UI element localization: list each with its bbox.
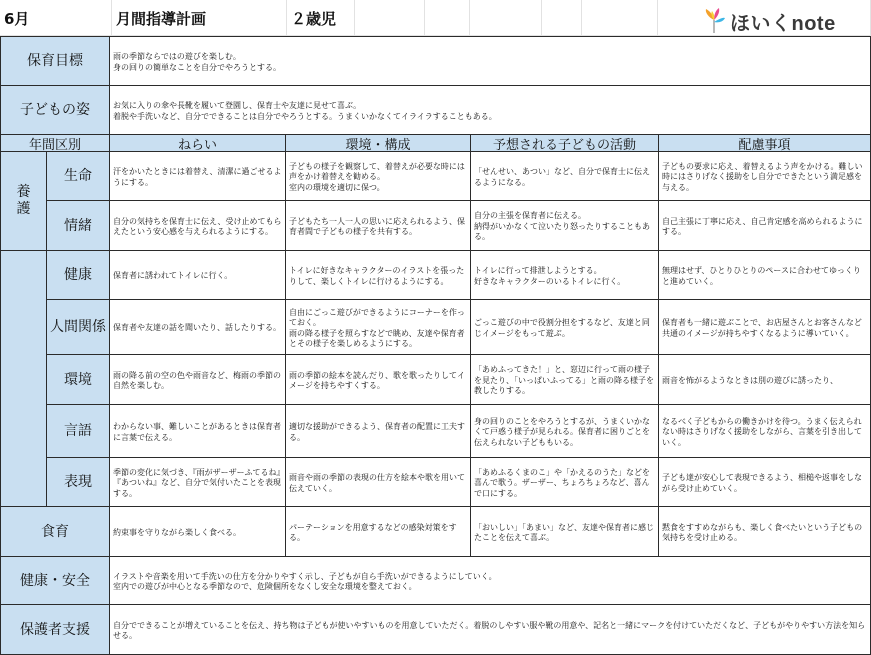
row-activity-cell: [471, 201, 659, 251]
care-header: [659, 135, 871, 152]
row-env-text: 適切な援助ができるよう、保育者の配置に工夫する。: [289, 422, 465, 442]
food-care-cell: [659, 507, 871, 557]
row-env-text: 雨音や雨の季節の表現の仕方を絵本や歌を用いて伝えていく。: [289, 473, 465, 493]
row-aim-cell: [110, 458, 286, 507]
safety-text-cell: [110, 557, 871, 605]
row-activity-text: 「あめふってきた！」と、窓辺に行って雨の様子を見たり、「いっぱいふってる」と雨の降る様子を教したりする。: [474, 365, 654, 396]
parent-text-cell: [110, 605, 871, 655]
row-env-cell: [286, 251, 471, 300]
row-env-cell: [286, 355, 471, 405]
row-label-cell: [47, 355, 110, 405]
safety-label-cell: [0, 557, 110, 605]
row-env-cell: [286, 458, 471, 507]
row-care-cell: [659, 152, 871, 201]
food-label-cell: [0, 507, 110, 557]
row-label-cell: [47, 201, 110, 251]
aim-header: [110, 135, 286, 152]
row-aim-cell: [110, 405, 286, 458]
row-aim-text: 季節の変化に気づき、『雨がザーザーふてるね』『あついね』など、自分で気付いたことを表現する。: [113, 467, 281, 498]
row-label: 情緒: [64, 217, 92, 234]
row-aim-text: 自分の気持ちを保育士に伝え、受け止めてもらえたという安心感を与えられるようにする。: [113, 216, 282, 236]
row-care-cell: [659, 458, 871, 507]
food-label: 食育: [41, 523, 69, 540]
row-aim-text: 保育者に誘われてトイレに行く。: [113, 271, 233, 281]
food-aim-text: 約束事を守りながら楽しく食べる。: [113, 527, 241, 537]
care-header-text: 配慮事項: [738, 137, 791, 152]
row-env-text: 自由にごっこ遊びができるようにコーナーを作っておく。 雨の降る様子を照らすなどで眺め、友達や保育者とその様子を楽しめるようにする。: [289, 307, 465, 348]
row-activity-cell: [471, 251, 659, 300]
header-empty-cell: [542, 0, 582, 36]
row-care-text: 自己主張に丁寧に応え、自己肯定感を高められるようにする。: [662, 216, 863, 236]
row-care-cell: [659, 201, 871, 251]
goals-label-cell: [0, 37, 110, 86]
row-activity-cell: [471, 458, 659, 507]
row-env-cell: [286, 152, 471, 201]
yogo-group-label-cell: [0, 152, 47, 251]
age-label: ２歳児: [291, 10, 337, 28]
page-title: 月間指導計画: [116, 10, 207, 28]
children-text-cell: [110, 86, 871, 135]
title-cell: [112, 0, 287, 36]
row-label: 生命: [64, 168, 92, 184]
period-header-text: 年間区別: [28, 137, 81, 152]
row-aim-cell: [110, 152, 286, 201]
row-label-cell: [47, 458, 110, 507]
row-activity-text: 自分の主張を保育者に伝える。 納得がいかなくて泣いたり怒ったりすることもある。: [474, 211, 650, 242]
logo-text: ほいくnote: [730, 12, 836, 35]
row-env-cell: [286, 201, 471, 251]
row-care-text: 保育者も一緒に遊ぶことで、お店屋さんとお客さんなど共通のイメージが持ちやすくなるように導いていく。: [662, 318, 862, 338]
goals-text-cell: [110, 37, 871, 86]
row-aim-text: 雨の降る前の空の色や雨音など、梅雨の季節の自然を楽しむ。: [113, 370, 281, 390]
row-aim-cell: [110, 300, 286, 355]
parent-label-cell: [0, 605, 110, 655]
row-care-text: 子ども達が安心して表現できるよう、相槌や返事をしながら受け止めていく。: [662, 473, 862, 493]
row-label: 環境: [64, 371, 92, 388]
row-activity-text: 「せんせい、あつい」など、自分で保育士に伝えるようになる。: [474, 167, 650, 187]
age-cell: [287, 0, 355, 36]
header-empty-cell: [425, 0, 470, 36]
env-header-text: 環境・構成: [345, 137, 411, 152]
food-aim-cell: [110, 507, 286, 557]
row-aim-cell: [110, 201, 286, 251]
row-label: 言語: [64, 423, 92, 439]
safety-label: 健康・安全: [20, 572, 90, 589]
row-label-cell: [47, 152, 110, 201]
activity-header: [471, 135, 659, 152]
food-env-cell: [286, 507, 471, 557]
activity-header-text: 予想される子どもの活動: [492, 137, 636, 152]
row-env-cell: [286, 405, 471, 458]
row-env-text: トイレに好きなキャラクターのイラストを張ったりして、楽しくトイレに行けるようにする。: [289, 266, 465, 286]
children-text: お気に入りの傘や長靴を履いて登園し、保育士や友達に見せて喜ぶ。 着脱や手洗いなど、自分でできることは自分でやろうとする。うまくいかなくてイライラすることもある。: [113, 101, 497, 121]
row-care-cell: [659, 300, 871, 355]
row-label-cell: [47, 300, 110, 355]
header-empty-cell: [355, 0, 425, 36]
header-empty-cell: [582, 0, 658, 36]
hoiku-note-logo: [702, 7, 862, 35]
row-aim-text: 保育者や友達の話を聞いたり、話したりする。: [113, 323, 281, 333]
row-care-cell: [659, 251, 871, 300]
row-aim-cell: [110, 251, 286, 300]
row-label: 健康: [64, 267, 92, 283]
food-care-text: 黙食をすすめながらも、楽しく食べたいという子どもの気持ちを受け止める。: [662, 522, 863, 542]
food-activity-cell: [471, 507, 659, 557]
header-empty-cell: [470, 0, 542, 36]
row-activity-cell: [471, 355, 659, 405]
row-aim-cell: [110, 355, 286, 405]
row-env-cell: [286, 300, 471, 355]
goals-text: 雨の季節ならではの遊びを楽しむ。 身の回りの簡単なことを自分でやろうとする。: [113, 52, 281, 72]
row-activity-cell: [471, 300, 659, 355]
row-activity-text: ごっこ遊びの中で役割分担をするなど、友達と同じイメージをもって遊ぶ。: [474, 318, 650, 338]
row-label: 人間関係: [50, 319, 106, 335]
month-label: 6月: [4, 10, 30, 28]
row-env-text: 子どもの様子を観察して、着替えが必要な時には声をかけ着替えを勧める。 室内の環境を適切に保つ。: [289, 161, 465, 192]
env-header: [286, 135, 471, 152]
row-activity-text: 「あめふるくまのこ」や「かえるのうた」などを喜んで歌う。ザーザー、ちょろちょろなど、喜んで口にする。: [474, 467, 650, 498]
period-header: [0, 135, 110, 152]
row-activity-cell: [471, 405, 659, 458]
food-activity-text: 「おいしい」「あまい」など、友達や保育者に感じたことを伝えて喜ぶ。: [474, 522, 654, 542]
row-care-text: なるべく子どもからの働きかけを待つ。うまく伝えられない時はさりげなく援助をしながら、言葉を引き出していく。: [662, 416, 862, 447]
parent-text: 自分でできることが増えていることを伝え、持ち物は子どもが使いやすいものを用意していただく。着脱のしやすい服や靴の用意や、記名と一緒にマークを付けていただくなど、子どもがやりやすい方法を知らせる。: [113, 620, 866, 640]
parent-label: 保護者支援: [20, 621, 90, 638]
month-cell: [0, 0, 112, 36]
row-activity-cell: [471, 152, 659, 201]
children-label: 子どもの姿: [20, 102, 90, 118]
safety-text: イラストや音楽を用いて手洗いの仕方を分かりやすく示し、子どもが自ら手洗いができるようにしていく。 室内での遊びが中心となる季節なので、危険個所をなくし安全な環境を整えておく。: [113, 571, 497, 591]
row-env-text: 雨の季節の絵本を読んだり、歌を歌ったりしてイメージを持ちやすくする。: [289, 370, 465, 390]
children-label-cell: [0, 86, 110, 135]
row-care-cell: [659, 405, 871, 458]
goals-label: 保育目標: [27, 53, 83, 69]
row-label-cell: [47, 251, 110, 300]
row-aim-text: わからない事、難しいことがあるときは保育者に言葉で伝える。: [113, 422, 281, 442]
row-aim-text: 汗をかいたときには着替え、清潔に過ごせるようにする。: [113, 167, 282, 187]
yogo-group-label: 養護: [16, 184, 31, 217]
row-care-text: 雨音を怖がるようなときは別の遊びに誘ったり、: [662, 375, 838, 385]
row-care-text: 子どもの要求に応え、着替えるよう声をかける。難しい時にはさりげなく援助をし自分でできたという満足感を与える。: [662, 161, 863, 192]
row-label-cell: [47, 405, 110, 458]
row-env-text: 子どもたち一人一人の思いに応えられるよう、保育者間で子どもの様子を共有する。: [289, 216, 465, 236]
food-env-text: パーテーションを用意するなどの感染対策をする。: [289, 522, 457, 542]
row-care-text: 無理はせず、ひとりひとりのペースに合わせてゆっくりと進めていく。: [662, 266, 861, 286]
row-activity-text: トイレに行って排泄しようとする。 好きなキャラクターのいるトイレに行く。: [474, 266, 626, 286]
kyoiku-group-cell: [0, 251, 47, 507]
aim-header-text: ねらい: [177, 137, 217, 152]
row-care-cell: [659, 355, 871, 405]
row-label: 表現: [64, 474, 92, 490]
leaf-logo-icon: [702, 8, 726, 34]
row-activity-text: 身の回りのことをやろうとするが、うまくいかなくて戸惑う様子が見られる。保育者に困りごとを伝えられない子どももいる。: [474, 416, 650, 447]
